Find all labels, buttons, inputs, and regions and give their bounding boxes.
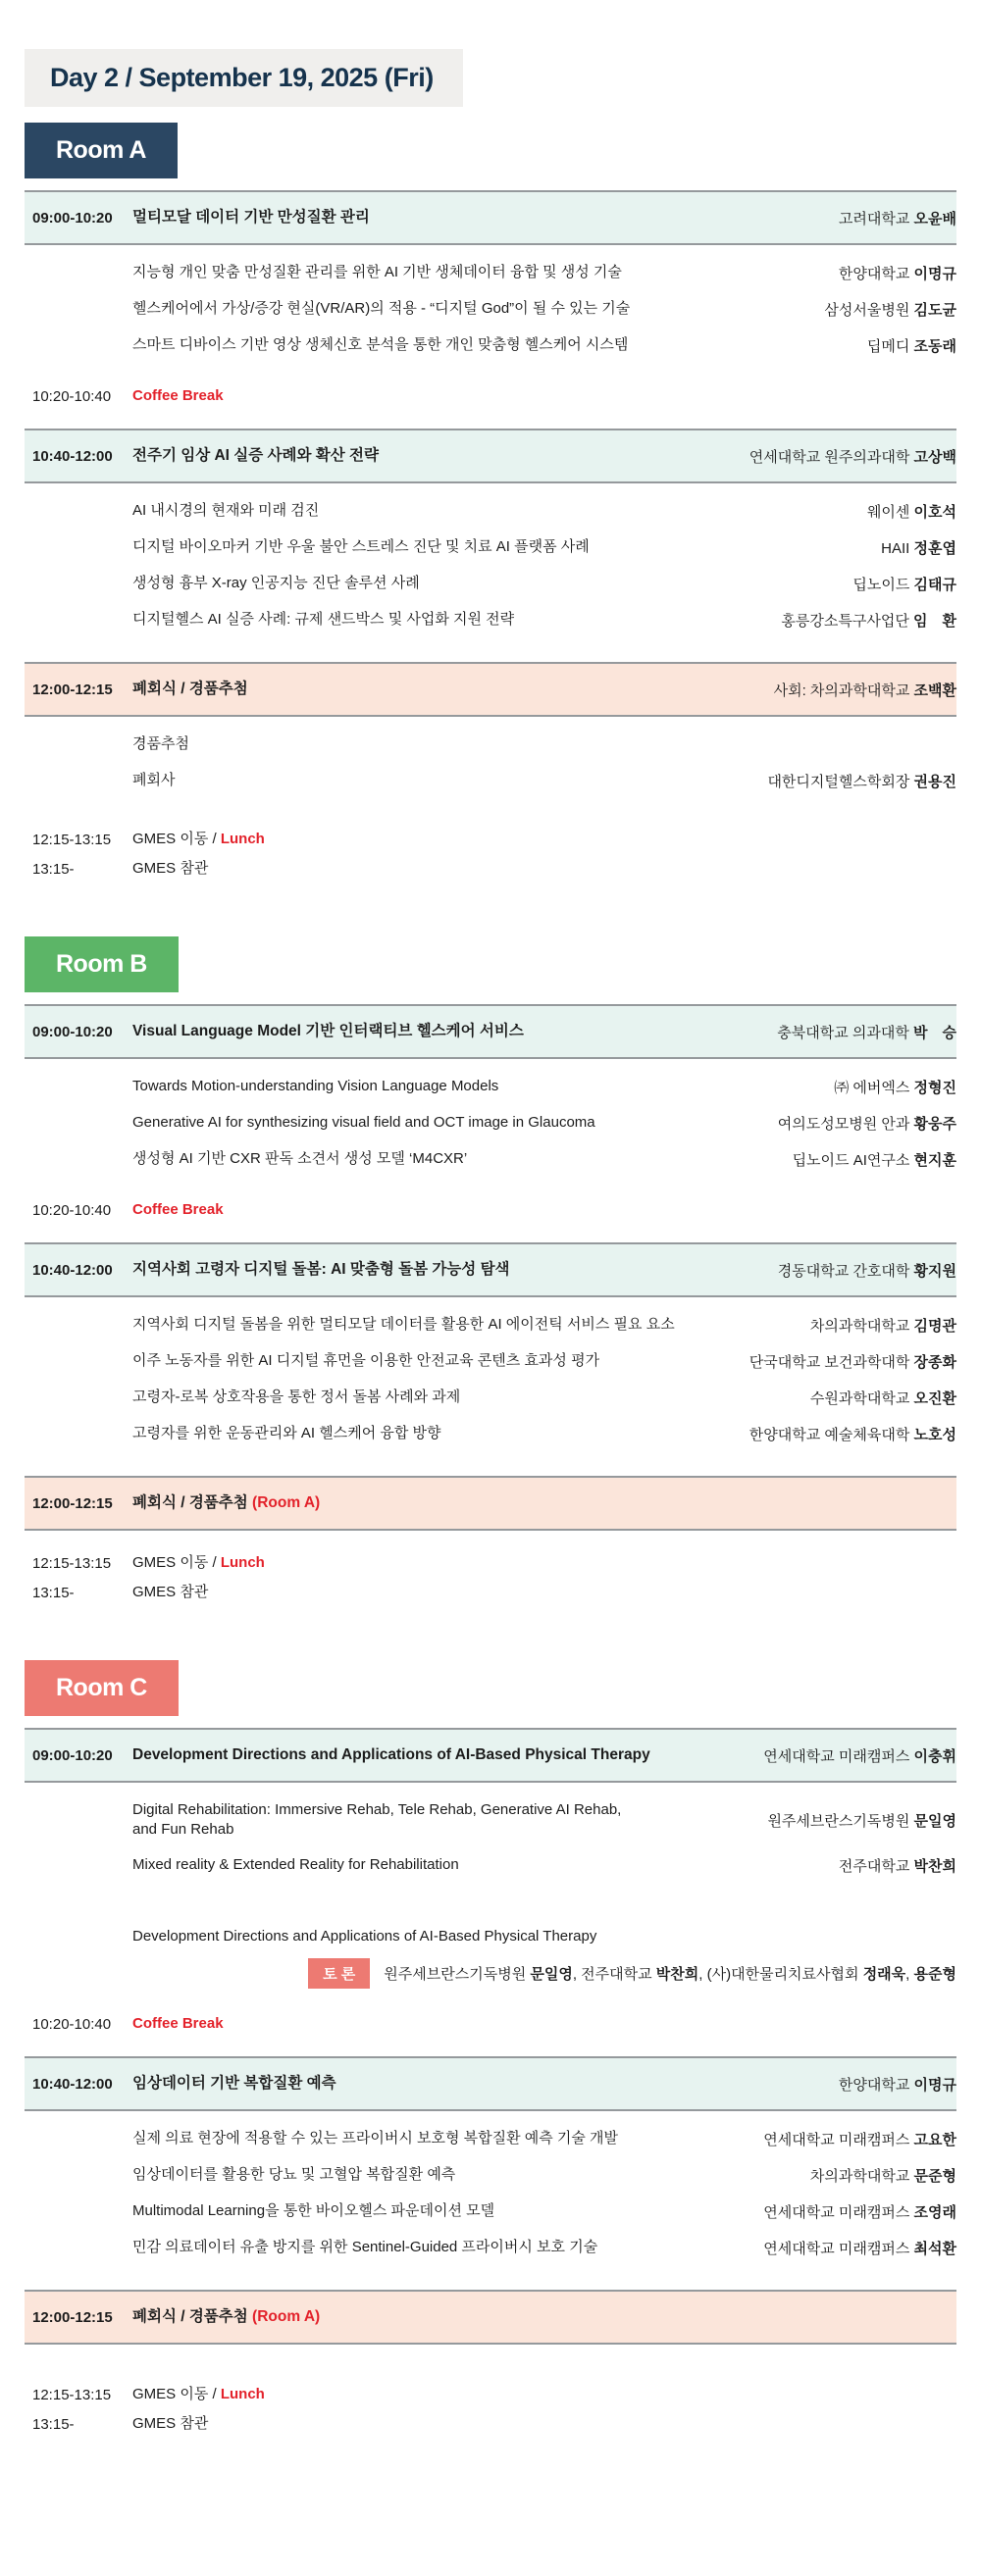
talk-speaker: 연세대학교 미래캠퍼스 고요한 xyxy=(763,2132,956,2148)
spacer xyxy=(25,2345,956,2380)
time-cell: 10:40-12:00 xyxy=(32,2075,113,2093)
talk-speaker: 차의과학대학교 문준형 xyxy=(809,2168,956,2185)
talk-speaker: 한양대학교 이명규 xyxy=(838,266,956,282)
time-cell: 12:15-13:15 xyxy=(32,1554,112,1572)
talk-row xyxy=(25,1416,956,1452)
room-a-section xyxy=(25,123,956,884)
break-label: Coffee Break xyxy=(132,1200,224,1218)
talk-speaker: 웨이센 이호석 xyxy=(866,504,956,521)
talk-row xyxy=(25,1847,956,1884)
talk-speaker: 한양대학교 예술체육대학 노호성 xyxy=(749,1427,956,1443)
time-cell: 13:15- xyxy=(32,1584,75,1601)
closing-chair: 사회: 차의과학대학교 조백환 xyxy=(773,682,956,699)
talk-speaker: 삼성서울병원 김도균 xyxy=(824,302,956,319)
talk-title: 민감 의료데이터 유출 방지를 위한 Sentinel-Guided 프라이버시 보호 기술 xyxy=(132,2239,598,2256)
talk-title: Multimodal Learning을 통한 바이오헬스 파운데이션 모델 xyxy=(132,2202,495,2220)
coffee-break-row xyxy=(25,2009,956,2039)
session-chair: 경동대학교 간호대학 황지원 xyxy=(777,1262,956,1280)
break-label: Coffee Break xyxy=(132,386,224,404)
talk-title: 지능형 개인 맞춤 만성질환 관리를 위한 AI 기반 생체데이터 융합 및 생성 기술 xyxy=(132,264,622,281)
time-cell: 10:40-12:00 xyxy=(32,447,113,465)
talk-row xyxy=(25,727,956,763)
talk-title: 디지털 바이오마커 기반 우울 불안 스트레스 진단 및 치료 AI 플랫폼 사례 xyxy=(132,538,590,556)
talk-row xyxy=(25,2121,956,2157)
talk-title: 고령자-로복 상호작용을 통한 정서 돌봄 사례와 과제 xyxy=(132,1389,461,1406)
discussion-panelists: 원주세브란스기독병원 문일영, 전주대학교 박찬희, (사)대한물리치료사협회 정래욱, 용준형 xyxy=(384,1966,956,1983)
session-header-row xyxy=(25,2056,956,2111)
closing-title: 폐회식 / 경품추첨 (Room A) xyxy=(132,2307,321,2325)
talk-row xyxy=(25,291,956,328)
talk-title: Towards Motion-understanding Vision Language Models xyxy=(132,1078,499,1095)
session-title: 전주기 임상 AI 실증 사례와 확산 전략 xyxy=(132,446,379,464)
time-cell: 10:20-10:40 xyxy=(32,2015,112,2033)
time-cell: 09:00-10:20 xyxy=(32,1746,113,1764)
room-a-badge: Room A xyxy=(25,123,178,178)
talk-row xyxy=(25,2157,956,2194)
discussion-badge: 토 론 xyxy=(308,1958,370,1989)
talk-title: 지역사회 디지털 돌봄을 위한 멀티모달 데이터를 활용한 AI 에이전틱 서비스 필요 요소 xyxy=(132,1316,675,1334)
talk-row xyxy=(25,1105,956,1141)
talk-speaker: 대한디지털헬스학회장 권용진 xyxy=(767,774,956,790)
talk-speaker: 여의도성모병원 안과 황웅주 xyxy=(777,1116,956,1133)
session-chair: 연세대학교 원주의과대학 고상백 xyxy=(749,448,956,466)
talk-speaker: ㈜ 에버엑스 정형진 xyxy=(834,1080,956,1096)
talk-title: 디지털헬스 AI 실증 사례: 규제 샌드박스 및 사업화 지원 전략 xyxy=(132,611,515,629)
talk-title: Development Directions and Applications of AI-Based Physical Therapy xyxy=(132,1928,597,1945)
talk-row xyxy=(25,2230,956,2266)
time-cell: 10:40-12:00 xyxy=(32,1261,113,1279)
talk-speaker: 차의과학대학교 김명관 xyxy=(809,1318,956,1335)
talk-title: 폐회사 xyxy=(132,772,176,789)
talk-speaker: 원주세브란스기독병원 문일영 xyxy=(767,1812,956,1830)
gmes-move-row xyxy=(25,1548,956,1578)
room-b-section xyxy=(25,936,956,1607)
talk-speaker: 딥메디 조동래 xyxy=(866,338,956,355)
talk-row xyxy=(25,255,956,291)
spacer xyxy=(25,1884,956,1919)
talk-row xyxy=(25,493,956,530)
gmes-move-row xyxy=(25,2380,956,2409)
talk-speaker: HAII 정훈엽 xyxy=(881,540,956,557)
talk-speaker: 전주대학교 박찬희 xyxy=(838,1858,956,1875)
talk-title: 이주 노동자를 위한 AI 디지털 휴먼을 이용한 안전교육 콘텐츠 효과성 평가 xyxy=(132,1352,600,1370)
room-b-badge: Room B xyxy=(25,936,179,992)
session-chair: 연세대학교 미래캠퍼스 이충휘 xyxy=(763,1747,956,1765)
talk-title: Generative AI for synthesizing visual field and OCT image in Glaucoma xyxy=(132,1114,595,1132)
time-cell: 10:20-10:40 xyxy=(32,1201,112,1219)
talk-row xyxy=(25,530,956,566)
talk-title: 생성형 AI 기반 CXR 판독 소견서 생성 모델 ‘M4CXR’ xyxy=(132,1150,468,1168)
coffee-break-row xyxy=(25,1195,956,1225)
session-header-row xyxy=(25,1242,956,1297)
talk-row xyxy=(25,1141,956,1178)
talk-speaker: 딥노이드 김태규 xyxy=(852,577,956,593)
session-title: Development Directions and Applications of AI-Based Physical Therapy xyxy=(132,1745,650,1763)
gmes-move-label: GMES 이동 / Lunch xyxy=(132,1553,265,1571)
time-cell: 10:20-10:40 xyxy=(32,387,112,405)
time-cell: 12:15-13:15 xyxy=(32,2386,112,2403)
time-cell: 12:15-13:15 xyxy=(32,831,112,848)
talk-title: 임상데이터를 활용한 당뇨 및 고혈압 복합질환 예측 xyxy=(132,2166,456,2184)
break-label: Coffee Break xyxy=(132,2014,224,2032)
closing-row xyxy=(25,2290,956,2345)
talk-row xyxy=(25,1919,956,1955)
session-title: 임상데이터 기반 복합질환 예측 xyxy=(132,2074,336,2092)
gmes-move-row xyxy=(25,825,956,854)
spacer xyxy=(25,1531,956,1548)
session-title: 멀티모달 데이터 기반 만성질환 관리 xyxy=(132,208,370,226)
coffee-break-row xyxy=(25,381,956,411)
gmes-move-label: GMES 이동 / Lunch xyxy=(132,830,265,847)
talk-title: 경품추첨 xyxy=(132,735,189,753)
discussion-row xyxy=(25,1955,956,1992)
session-header-row xyxy=(25,1004,956,1059)
talk-title: 실제 의료 현장에 적용할 수 있는 프라이버시 보호형 복합질환 예측 기술 개발 xyxy=(132,2130,619,2147)
session-header-row xyxy=(25,429,956,483)
talk-row xyxy=(25,1343,956,1380)
room-c-badge: Room C xyxy=(25,1660,179,1716)
talk-title: Mixed reality & Extended Reality for Rehabilitation xyxy=(132,1856,459,1874)
talk-row xyxy=(25,1380,956,1416)
day-title: Day 2 / September 19, 2025 (Fri) xyxy=(25,49,463,107)
session-title: 지역사회 고령자 디지털 돌봄: AI 맞춤형 돌봄 가능성 탐색 xyxy=(132,1260,510,1278)
talk-speaker: 수원과학대학교 오진환 xyxy=(809,1390,956,1407)
time-cell: 12:00-12:15 xyxy=(32,1494,113,1512)
talk-speaker: 홍릉강소특구사업단 임 환 xyxy=(781,613,956,630)
time-cell: 12:00-12:15 xyxy=(32,2308,113,2326)
talk-speaker: 연세대학교 미래캠퍼스 조영래 xyxy=(763,2204,956,2221)
session-chair: 충북대학교 의과대학 박 승 xyxy=(777,1024,956,1041)
talk-row xyxy=(25,1069,956,1105)
talk-row xyxy=(25,328,956,364)
time-cell: 09:00-10:20 xyxy=(32,209,113,227)
gmes-visit-label: GMES 참관 xyxy=(132,2414,209,2432)
talk-row xyxy=(25,2194,956,2230)
talk-title: 고령자를 위한 운동관리와 AI 헬스케어 융합 방향 xyxy=(132,1425,441,1442)
time-cell: 13:15- xyxy=(32,860,75,878)
talk-title: 헬스케어에서 가상/증강 현실(VR/AR)의 적용 - “디지털 God”이 될 수 있는 기술 xyxy=(132,300,631,318)
talk-row xyxy=(25,763,956,799)
gmes-move-label: GMES 이동 / Lunch xyxy=(132,2385,265,2402)
session-header-row xyxy=(25,190,956,245)
gmes-visit-row xyxy=(25,2409,956,2439)
time-cell: 12:00-12:15 xyxy=(32,681,113,698)
closing-title: 폐회식 / 경품추첨 xyxy=(132,680,248,697)
closing-title: 폐회식 / 경품추첨 (Room A) xyxy=(132,1493,321,1511)
talk-title: 스마트 디바이스 기반 영상 생체신호 분석을 통한 개인 맞춤형 헬스케어 시스템 xyxy=(132,336,629,354)
talk-title: Digital Rehabilitation: Immersive Rehab, Tele Rehab, Generative AI Rehab, and Fun Rehab xyxy=(132,1800,622,1838)
gmes-visit-row xyxy=(25,1578,956,1607)
talk-speaker: 딥노이드 AI연구소 현지훈 xyxy=(792,1152,956,1169)
talk-row xyxy=(25,602,956,638)
session-title: Visual Language Model 기반 인터랙티브 헬스케어 서비스 xyxy=(132,1022,524,1039)
talk-row xyxy=(25,566,956,602)
gmes-visit-label: GMES 참관 xyxy=(132,1583,209,1600)
talk-speaker: 단국대학교 보건과학대학 장종화 xyxy=(749,1354,956,1371)
gmes-visit-row xyxy=(25,854,956,884)
session-header-row xyxy=(25,1728,956,1783)
time-cell: 09:00-10:20 xyxy=(32,1023,113,1040)
session-chair: 고려대학교 오윤배 xyxy=(838,210,956,227)
closing-row xyxy=(25,1476,956,1531)
talk-speaker: 연세대학교 미래캠퍼스 최석환 xyxy=(763,2241,956,2257)
talk-title: AI 내시경의 현재와 미래 검진 xyxy=(132,502,320,520)
gmes-visit-label: GMES 참관 xyxy=(132,859,209,877)
session-chair: 한양대학교 이명규 xyxy=(838,2076,956,2094)
talk-row xyxy=(25,1307,956,1343)
talk-title: 생성형 흉부 X-ray 인공지능 진단 솔루션 사례 xyxy=(132,575,420,592)
talk-row xyxy=(25,1793,956,1847)
time-cell: 13:15- xyxy=(32,2415,75,2433)
closing-row xyxy=(25,662,956,717)
room-c-section xyxy=(25,1660,956,2439)
